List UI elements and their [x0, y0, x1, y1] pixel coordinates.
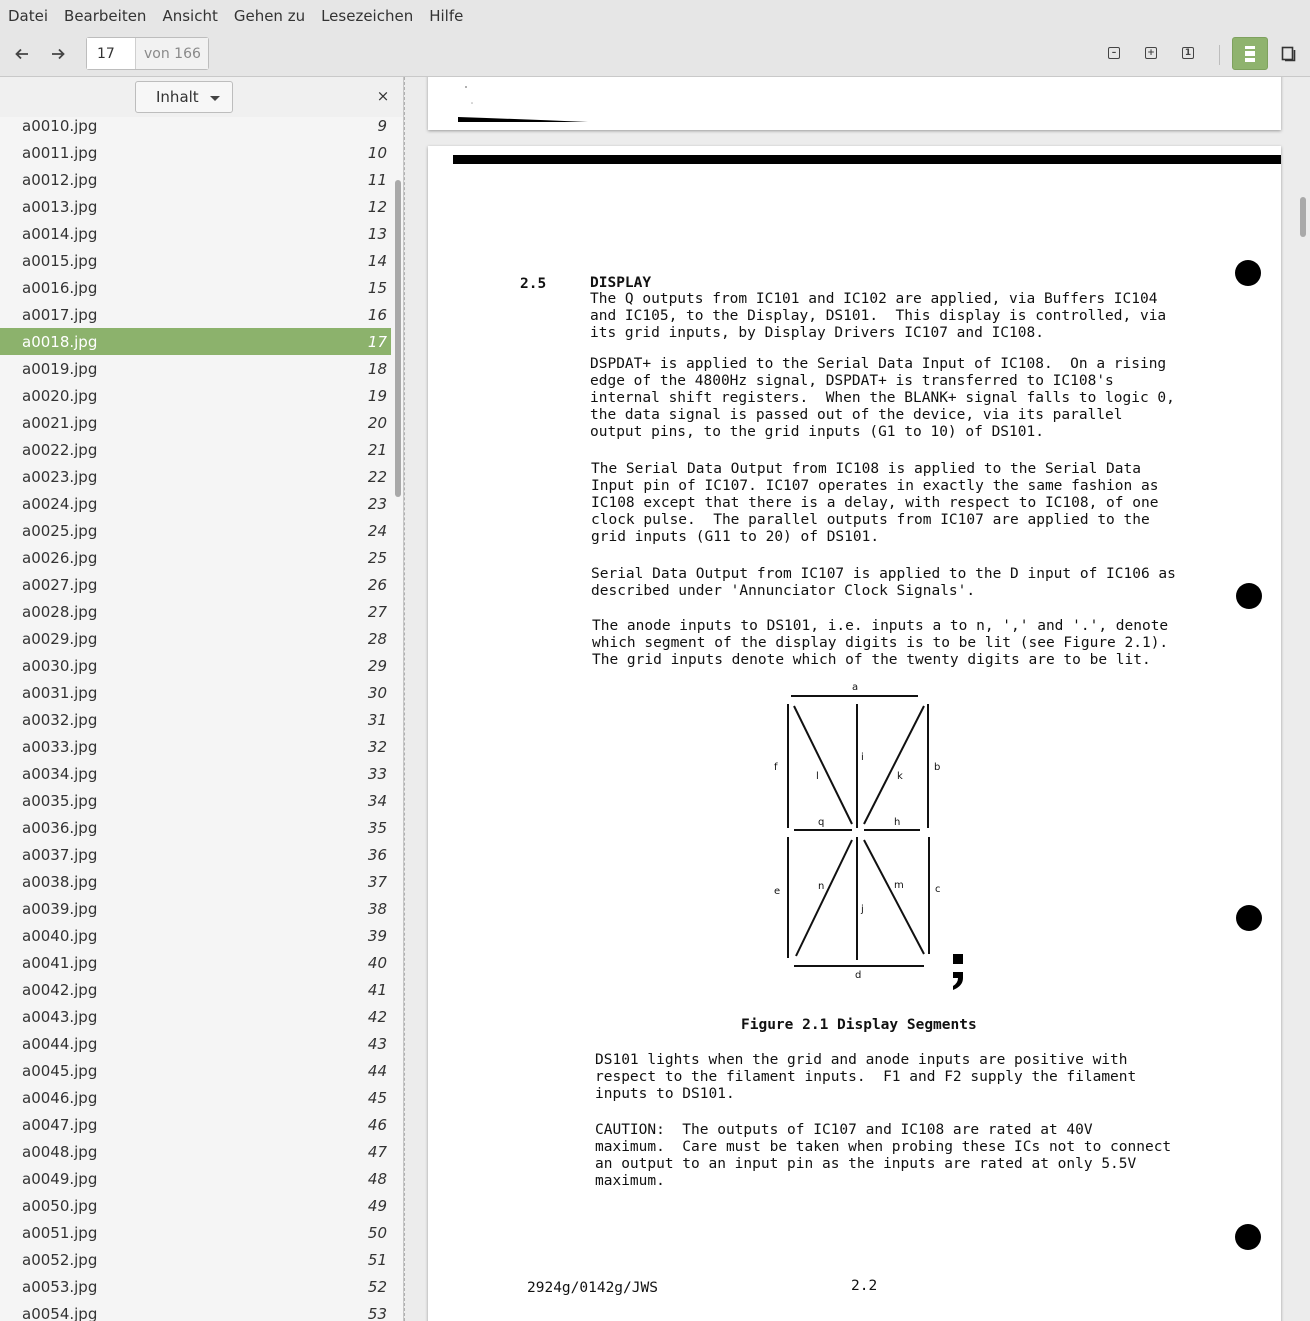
continuous-view-button[interactable] [1232, 37, 1268, 70]
toc-item[interactable] [0, 895, 391, 922]
toc-item-page: 43 [367, 1034, 387, 1053]
toc-item-label: a0049.jpg [22, 1169, 98, 1188]
toc-item[interactable] [0, 409, 391, 436]
sidebar-mode-label: Inhalt [156, 88, 199, 106]
toc-item-page: 33 [367, 764, 387, 783]
figure-label: q [818, 817, 825, 828]
toc-item-page: 38 [367, 899, 387, 918]
toc-item[interactable] [0, 922, 391, 949]
toc-item-label: a0046.jpg [22, 1088, 98, 1107]
previous-page [428, 77, 1281, 130]
toc-item-page: 19 [367, 386, 387, 405]
toc-item-label: a0028.jpg [22, 602, 98, 621]
toc-item[interactable] [0, 1138, 391, 1165]
page-total-label: von 166 [136, 38, 208, 69]
toc-item[interactable] [0, 328, 391, 355]
sidebar [0, 77, 404, 1321]
toc-item[interactable] [0, 220, 391, 247]
zoom-in-icon: + [1145, 47, 1157, 59]
toc-item[interactable] [0, 247, 391, 274]
toc-item-page: 22 [367, 467, 387, 486]
toc-item-page: 24 [367, 521, 387, 540]
punch-hole [1236, 583, 1262, 609]
punch-hole [1236, 905, 1262, 931]
toc-item-label: a0030.jpg [22, 656, 98, 675]
toc-item-label: a0040.jpg [22, 926, 98, 945]
toc-item-page: 29 [367, 656, 387, 675]
toc-item-page: 39 [367, 926, 387, 945]
toc-item-page: 47 [367, 1142, 387, 1161]
toc-item-label: a0012.jpg [22, 170, 98, 189]
menu-hilfe[interactable]: Hilfe [429, 7, 464, 25]
toc-item[interactable] [0, 193, 391, 220]
toc-item[interactable] [0, 1246, 391, 1273]
toc-item[interactable] [0, 1030, 391, 1057]
document-view[interactable] [405, 77, 1310, 1321]
toc-item-label: a0021.jpg [22, 413, 98, 432]
toc-item-label: a0039.jpg [22, 899, 98, 918]
chevron-down-icon [210, 96, 220, 101]
toc-item-page: 46 [367, 1115, 387, 1134]
toc-item-label: a0045.jpg [22, 1061, 98, 1080]
section-title: DISPLAY [590, 275, 652, 291]
paragraph: The anode inputs to DS101, i.e. inputs a to n, ',' and '.', denote which segment of the display digits is to be lit (see Figure 2.1). The grid inputs denote which of the twenty digits are to be lit. [592, 618, 1169, 668]
segment-display-figure [748, 680, 978, 1000]
footer-reference: 2924g/0142g/JWS [527, 1280, 658, 1296]
toc-item[interactable] [0, 301, 391, 328]
caution-paragraph: CAUTION: The outputs of IC107 and IC108 are rated at 40V maximum. Care must be taken when probing these ICs not to connect an output to an input pin as the inputs are rated at only 5.5V maximum. [595, 1122, 1172, 1189]
toc-item[interactable] [0, 760, 391, 787]
dual-pages-icon [1281, 46, 1297, 62]
toc-item-page: 49 [367, 1196, 387, 1215]
zoom-original-button[interactable] [1178, 43, 1198, 63]
menu-gehen-zu[interactable]: Gehen zu [233, 7, 306, 25]
punch-hole [1235, 1224, 1261, 1250]
toc-item-page: 17 [367, 332, 387, 351]
menu-datei[interactable]: Datei [8, 7, 49, 25]
footer-page-number: 2.2 [851, 1278, 878, 1294]
figure-label: i [861, 752, 864, 763]
toc-item-label: a0018.jpg [22, 332, 98, 351]
paragraph: The Q outputs from IC101 and IC102 are applied, via Buffers IC104 and IC105, to the Display, DS101. This display is controlled, via its grid inputs, by Display Drivers IC107 and IC108. [590, 291, 1167, 341]
toc-item[interactable] [0, 733, 391, 760]
toc-item[interactable] [0, 355, 391, 382]
toc-item-page: 30 [367, 683, 387, 702]
toc-item[interactable] [0, 1219, 391, 1246]
back-button[interactable] [6, 39, 38, 69]
toc-item-label: a0035.jpg [22, 791, 98, 810]
toc-item[interactable] [0, 112, 391, 139]
page-number-input[interactable] [87, 38, 136, 69]
toc-item-page: 14 [367, 251, 387, 270]
figure-label: n [818, 881, 825, 892]
toc-item[interactable] [0, 436, 391, 463]
toc-item[interactable] [0, 1300, 391, 1321]
toc-item[interactable] [0, 598, 391, 625]
toc-item[interactable] [0, 1273, 391, 1300]
toc-item-label: a0047.jpg [22, 1115, 98, 1134]
toc-item-label: a0042.jpg [22, 980, 98, 999]
toc-item[interactable] [0, 1111, 391, 1138]
close-icon[interactable]: × [376, 87, 390, 105]
zoom-in-button[interactable] [1141, 43, 1161, 63]
toc-item-label: a0015.jpg [22, 251, 98, 270]
toc-item-page: 42 [367, 1007, 387, 1026]
figure-label: d [855, 970, 862, 981]
toc-item-label: a0020.jpg [22, 386, 98, 405]
toc-item[interactable] [0, 652, 391, 679]
zoom-out-icon: – [1108, 47, 1120, 59]
figure-label: j [861, 904, 864, 915]
paragraph: The Serial Data Output from IC108 is applied to the Serial Data Input pin of IC107. IC107 operates in exactly the same fashion as IC108 except that there is a delay, with respect to IC108, of one clock pulse. The parallel outputs from IC107 are applied to the grid inputs (G11 to 20) of DS101. [591, 461, 1159, 545]
toc-item[interactable] [0, 517, 391, 544]
toc-item[interactable] [0, 1057, 391, 1084]
toc-item-label: a0043.jpg [22, 1007, 98, 1026]
toc-item-page: 40 [367, 953, 387, 972]
toc-item-label: a0019.jpg [22, 359, 98, 378]
toc-item[interactable] [0, 274, 391, 301]
scan-top-edge [453, 155, 1281, 164]
paragraph: Serial Data Output from IC107 is applied to the D input of IC106 as described under 'Annunciator Clock Signals'. [591, 566, 1176, 599]
toc-item-page: 34 [367, 791, 387, 810]
sidebar-header [0, 77, 404, 117]
toc-item-page: 45 [367, 1088, 387, 1107]
toc-item[interactable] [0, 706, 391, 733]
toc-list [0, 112, 391, 1321]
toc-item-label: a0026.jpg [22, 548, 98, 567]
document-scrollbar[interactable] [1300, 197, 1306, 237]
toc-item-label: a0032.jpg [22, 710, 98, 729]
punch-hole [1235, 260, 1261, 286]
menu-bar [0, 0, 1310, 33]
sidebar-mode-select[interactable] [135, 81, 233, 113]
menu-ansicht[interactable]: Ansicht [162, 7, 218, 25]
figure-label: f [774, 762, 778, 773]
toc-item-label: a0022.jpg [22, 440, 98, 459]
continuous-pages-icon [1244, 45, 1256, 63]
toc-item-page: 16 [367, 305, 387, 324]
toc-item-page: 44 [367, 1061, 387, 1080]
toolbar-separator [1219, 45, 1220, 65]
toc-item-label: a0051.jpg [22, 1223, 98, 1242]
dual-page-button[interactable] [1276, 39, 1302, 69]
toc-item-label: a0010.jpg [22, 116, 98, 135]
toc-item-label: a0025.jpg [22, 521, 98, 540]
toc-item[interactable] [0, 814, 391, 841]
toc-item-page: 51 [367, 1250, 387, 1269]
toc-item-page: 27 [367, 602, 387, 621]
toc-item-page: 26 [367, 575, 387, 594]
toc-item-page: 37 [367, 872, 387, 891]
toc-item[interactable] [0, 490, 391, 517]
toc-item-page: 23 [367, 494, 387, 513]
toc-item-page: 32 [367, 737, 387, 756]
toc-item-label: a0044.jpg [22, 1034, 98, 1053]
menu-lesezeichen[interactable]: Lesezeichen [321, 7, 414, 25]
toc-item-label: a0033.jpg [22, 737, 98, 756]
toc-item-label: a0034.jpg [22, 764, 98, 783]
toc-item-label: a0031.jpg [22, 683, 98, 702]
toc-item[interactable] [0, 166, 391, 193]
paragraph: DS101 lights when the grid and anode inputs are positive with respect to the filament inputs. F1 and F2 supply the filament inputs to DS101. [595, 1052, 1137, 1102]
toc-item[interactable] [0, 787, 391, 814]
toc-item-label: a0054.jpg [22, 1304, 98, 1321]
figure-label: k [897, 771, 903, 782]
figure-caption: Figure 2.1 Display Segments [741, 1017, 977, 1033]
sidebar-scrollbar[interactable] [395, 180, 401, 497]
toc-item[interactable] [0, 1084, 391, 1111]
arrow-left-icon [14, 46, 30, 62]
toc-item-label: a0050.jpg [22, 1196, 98, 1215]
figure-label: h [894, 817, 901, 828]
toc-item-page: 25 [367, 548, 387, 567]
toc-item-label: a0038.jpg [22, 872, 98, 891]
toc-item[interactable] [0, 382, 391, 409]
toc-item-page: 10 [367, 143, 387, 162]
toc-item-label: a0041.jpg [22, 953, 98, 972]
toc-item[interactable] [0, 1192, 391, 1219]
toc-item-page: 21 [367, 440, 387, 459]
toc-item-page: 15 [367, 278, 387, 297]
toc-item-page: 36 [367, 845, 387, 864]
toc-item-page: 12 [367, 197, 387, 216]
toc-item-page: 35 [367, 818, 387, 837]
toc-item[interactable] [0, 868, 391, 895]
toc-item-label: a0036.jpg [22, 818, 98, 837]
toc-item-label: a0027.jpg [22, 575, 98, 594]
toc-item-label: a0052.jpg [22, 1250, 98, 1269]
figure-label: c [935, 884, 941, 895]
toc-item[interactable] [0, 1165, 391, 1192]
menu-bearbeiten[interactable]: Bearbeiten [64, 7, 147, 25]
toc-item[interactable] [0, 625, 391, 652]
toc-item[interactable] [0, 841, 391, 868]
toc-item-page: 41 [367, 980, 387, 999]
figure-label: l [816, 771, 819, 782]
toc-item[interactable] [0, 1003, 391, 1030]
zoom-original-icon: 1 [1182, 47, 1194, 59]
toc-item-label: a0053.jpg [22, 1277, 98, 1296]
toc-item-page: 11 [367, 170, 387, 189]
toc-item-label: a0024.jpg [22, 494, 98, 513]
toc-item-page: 13 [367, 224, 387, 243]
toc-item[interactable] [0, 679, 391, 706]
current-page [428, 146, 1281, 1321]
toc-item-page: 20 [367, 413, 387, 432]
paragraph: DSPDAT+ is applied to the Serial Data Input of IC108. On a rising edge of the 4800Hz signal, DSPDAT+ is transferred to IC108's internal shift registers. When the BLANK+ signal falls to logic 0, the data signal is passed out of the device, via its parallel output pins, to the grid inputs (G1 to 10) of DS101. [590, 356, 1175, 440]
toc-item[interactable] [0, 976, 391, 1003]
toc-item[interactable] [0, 571, 391, 598]
toolbar [0, 33, 1310, 77]
toc-item-page: 31 [367, 710, 387, 729]
toc-item-label: a0037.jpg [22, 845, 98, 864]
toc-item[interactable] [0, 544, 391, 571]
toc-item-label: a0013.jpg [22, 197, 98, 216]
toc-item-page: 52 [367, 1277, 387, 1296]
toc-item-page: 48 [367, 1169, 387, 1188]
figure-label: m [894, 880, 904, 891]
toc-item-label: a0017.jpg [22, 305, 98, 324]
toc-item-label: a0029.jpg [22, 629, 98, 648]
toc-item-page: 9 [377, 116, 387, 135]
toc-item-label: a0014.jpg [22, 224, 98, 243]
figure-label: b [934, 762, 941, 773]
toc-item-label: a0023.jpg [22, 467, 98, 486]
toc-item-page: 28 [367, 629, 387, 648]
section-number: 2.5 [520, 276, 547, 292]
toc-item-page: 53 [367, 1304, 387, 1321]
figure-label: a [852, 682, 859, 693]
figure-label: e [774, 886, 781, 897]
zoom-out-button[interactable] [1104, 43, 1124, 63]
arrow-right-icon [50, 46, 66, 62]
toc-item-page: 18 [367, 359, 387, 378]
toc-item-page: 50 [367, 1223, 387, 1242]
toc-item[interactable] [0, 139, 391, 166]
toc-item-label: a0011.jpg [22, 143, 98, 162]
toc-item-label: a0016.jpg [22, 278, 98, 297]
page-selector [86, 37, 209, 70]
toc-item[interactable] [0, 463, 391, 490]
scan-artifact [428, 77, 1281, 130]
toc-item-label: a0048.jpg [22, 1142, 98, 1161]
forward-button[interactable] [42, 39, 74, 69]
toc-item[interactable] [0, 949, 391, 976]
